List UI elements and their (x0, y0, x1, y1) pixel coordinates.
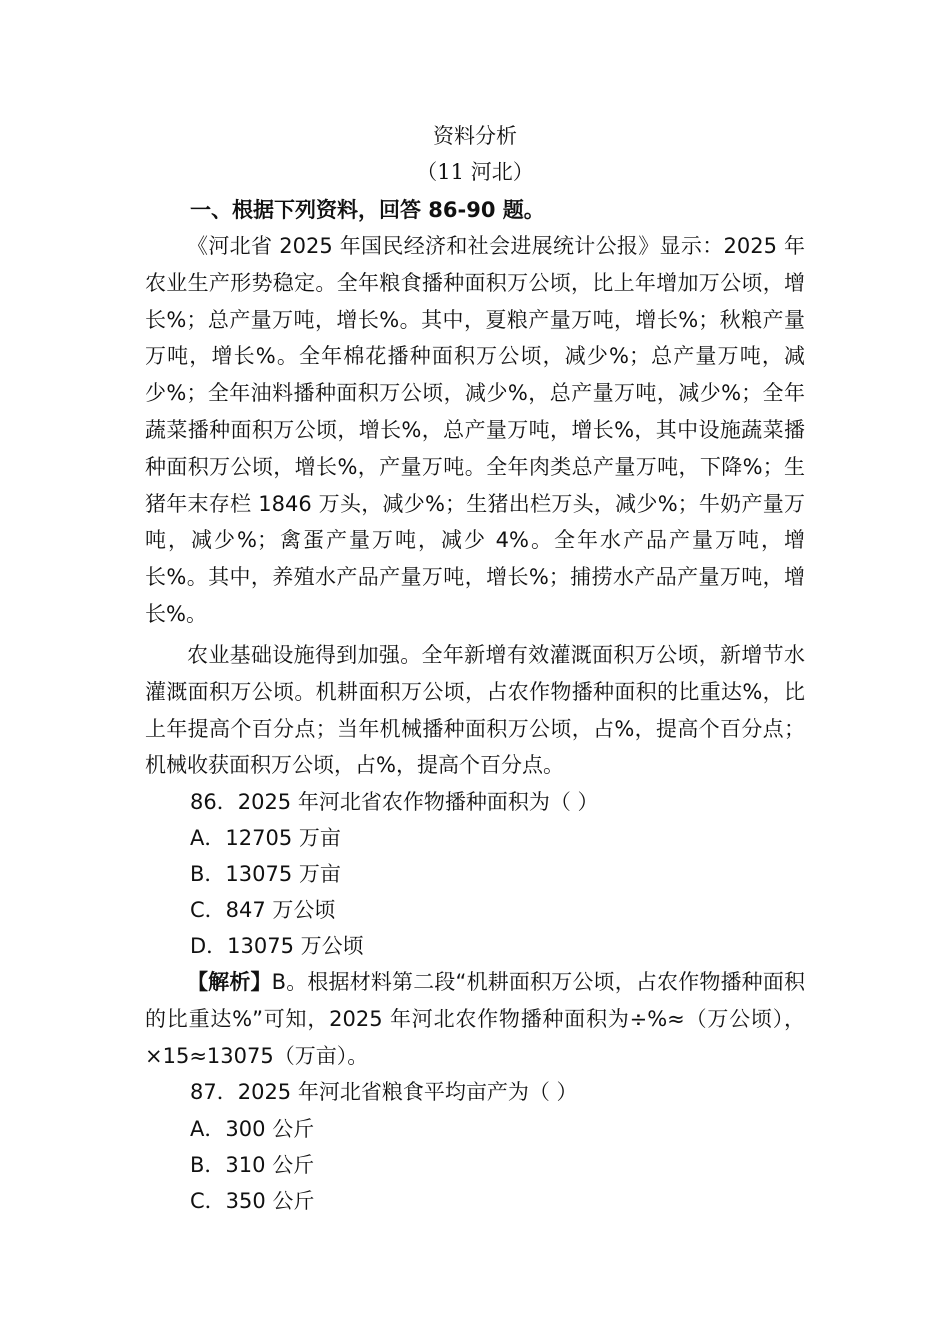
question-87-option-a (190, 1115, 810, 1143)
question-87-option-c (190, 1187, 810, 1215)
option-text: 350 公斤 (225, 1189, 315, 1213)
question-86-option-d (190, 932, 810, 960)
document-subtitle: （11 河北） (416, 160, 534, 184)
option-letter: C． (190, 1189, 226, 1213)
document-title: 资料分析 (433, 124, 517, 148)
analysis-label: 【解析】 (187, 970, 272, 994)
option-text: 13075 万亩 (225, 862, 341, 886)
option-letter: B． (190, 862, 226, 886)
option-letter: B． (190, 1153, 226, 1177)
option-text: 300 公斤 (225, 1117, 315, 1141)
option-text: 847 万公顷 (225, 898, 336, 922)
material-paragraph-2: 农业基础设施得到加强。全年新增有效灌溉面积万公顷，新增节水灌溉面积万公顷。机耕面积万公顷，占农作物播种面积的比重达%，比上年提高个百分点；当年机械播种面积万公顷，占%，提高个百分点；机械收获面积万公顷，占%，提高个百分点。 (145, 643, 805, 778)
option-letter: A． (190, 826, 226, 850)
option-text: 13075 万公顷 (227, 934, 364, 958)
question-87-option-b (190, 1151, 810, 1179)
question-86-stem: 86．2025 年河北省农作物播种面积为（ ） (190, 790, 599, 814)
question-86-option-a (190, 824, 810, 852)
question-86-option-c (190, 896, 810, 924)
question-86-analysis (145, 964, 805, 1074)
option-text: 12705 万亩 (225, 826, 341, 850)
question-87-stem: 87．2025 年河北省粮食平均亩产为（ ） (190, 1080, 578, 1104)
option-letter: C． (190, 898, 226, 922)
option-letter: D． (190, 934, 228, 958)
material-paragraph-1: 《河北省 2025 年国民经济和社会进展统计公报》显示：2025 年农业生产形势稳定。全年粮食播种面积万公顷，比上年增加万公顷，增长%；总产量万吨，增长%。其中，夏粮产量万吨，增长%；秋粮产量万吨，增长%。全年棉花播种面积万公顷，减少%；总产量万吨，减少%；全年油料播种面积万公顷，减少%，总产量万吨，减少%；全年蔬菜播种面积万公顷，增长%，总产量万吨，增长%，其中设施蔬菜播种面积万公顷，增长%，产量万吨。全年肉类总产量万吨，下降%；生猪年末存栏 1846 万头，减少%；生猪出栏万头，减少%；牛奶产量万吨，减少%；禽蛋产量万吨，减少 4%。全年水产品产量万吨，增长%。其中，养殖水产品产量万吨，增长%；捕捞水产品产量万吨，增长%。 (145, 234, 805, 626)
section-heading: 一、根据下列资料，回答 86-90 题。 (190, 198, 545, 222)
option-text: 310 公斤 (225, 1153, 315, 1177)
option-letter: A． (190, 1117, 226, 1141)
question-86-option-b (190, 860, 810, 888)
analysis-text: B。根据材料第二段“机耕面积万公顷，占农作物播种面积的比重达%”可知，2025 年河北农作物播种面积为÷%≈（万公顷），×15≈13075（万亩）。 (145, 970, 805, 1068)
